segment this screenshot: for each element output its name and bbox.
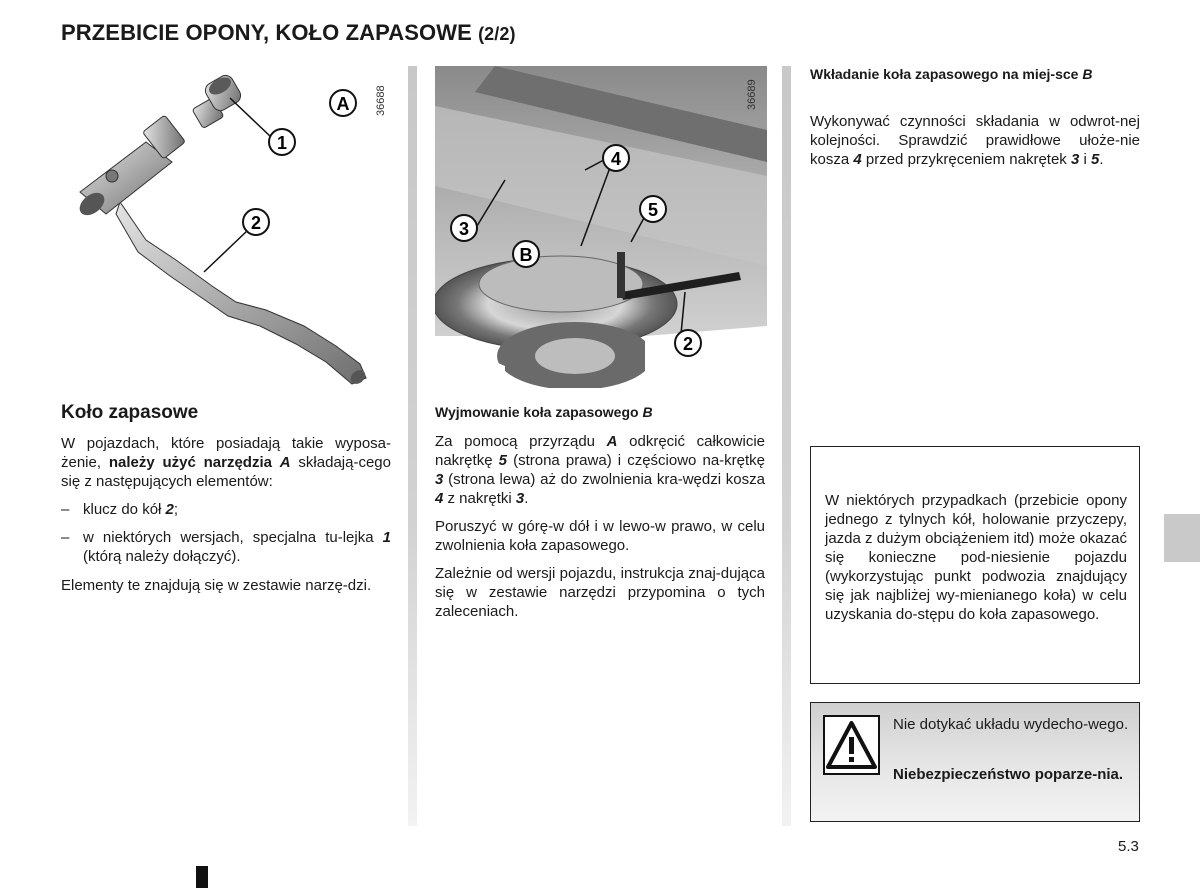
footer-mark [196,866,208,888]
col2-paragraph-1: Za pomocą przyrządu A odkręcić całkowicie nakrętkę 5 (strona prawa) i częściowo na-krętkę 3 (strona lewa) aż do zwolnienia kra-wędzi kosza 4 z nakrętki 3. [435,433,766,507]
figure-a-code: 36688 [375,85,387,116]
callout-5: 5 [647,200,659,220]
column-divider-2 [782,66,791,826]
chapter-side-tab [1164,514,1200,562]
col1-outro: Elementy te znajdują się w zestawie narzę-dzi. [61,577,372,594]
callout-2a: 2 [250,213,262,233]
figure-b-code: 36689 [746,79,758,110]
note-box [810,446,1140,684]
warning-triangle-icon [823,715,880,775]
col2-paragraph-3: Zależnie od wersji pojazdu, instrukcja znaj-dująca się w zestawie narzędzi przypomina o tych zaleceniach. [435,565,765,620]
figure-spare-wheel-underbody [435,66,767,388]
socket-adapter [192,73,243,129]
title-suffix: (2/2) [478,24,516,44]
col3-paragraph-1: Wykonywać czynności składania w odwrot-nej kolejności. Sprawdzić prawidłowe ułoże-nie kosza 4 przed przykręceniem nakrętek 3 i 5. [810,113,1140,168]
figure-wheel-brace [60,64,400,394]
callout-1: 1 [276,133,288,153]
subhead-refitting: Wkładanie koła zapasowego na miej-sce B [810,66,1093,82]
page-title [61,20,516,46]
subhead-removal: Wyjmowanie koła zapasowego B [435,404,653,420]
col1-intro: W pojazdach, które posiadają takie wyposa-żenie, należy użyć narzędzia A składają-cego się z następujących elementów: [61,435,391,490]
title-text: PRZEBICIE OPONY, KOŁO ZAPASOWE [61,20,472,45]
note-text: W niektórych przypadkach (przebicie opony jednego z tylnych kół, holowanie przyczepy, jazda z dużym obciążeniem itd) może okazać się konieczne pod-niesienie pojazdu (wykorzystując punkt podwozia znajdujący się jak najbliżej wy-mienianego koła) w celu uzyskania do-stępu do koła zapasowego. [825,492,1127,623]
col2-paragraph-2: Poruszyć w górę-w dół i w lewo-w prawo, w celu zwolnienia koła zapasowego. [435,518,765,554]
callout-3: 3 [458,219,470,239]
figure-b-code-wrap [744,72,756,112]
callout-b: B [519,245,533,265]
warning-box [810,702,1140,822]
section-heading-spare-wheel: Koło zapasowe [61,402,199,423]
wheel-brace [75,115,368,387]
callout-2b: 2 [682,334,694,354]
label-a: A [336,94,350,114]
column-divider-1 [408,66,417,826]
warning-danger-text: Niebezpieczeństwo poparze-nia. [893,766,1124,783]
page-number: 5.3 [1118,838,1139,855]
callout-4: 4 [610,149,622,169]
warning-text: Nie dotykać układu wydecho-wego. [893,716,1129,733]
